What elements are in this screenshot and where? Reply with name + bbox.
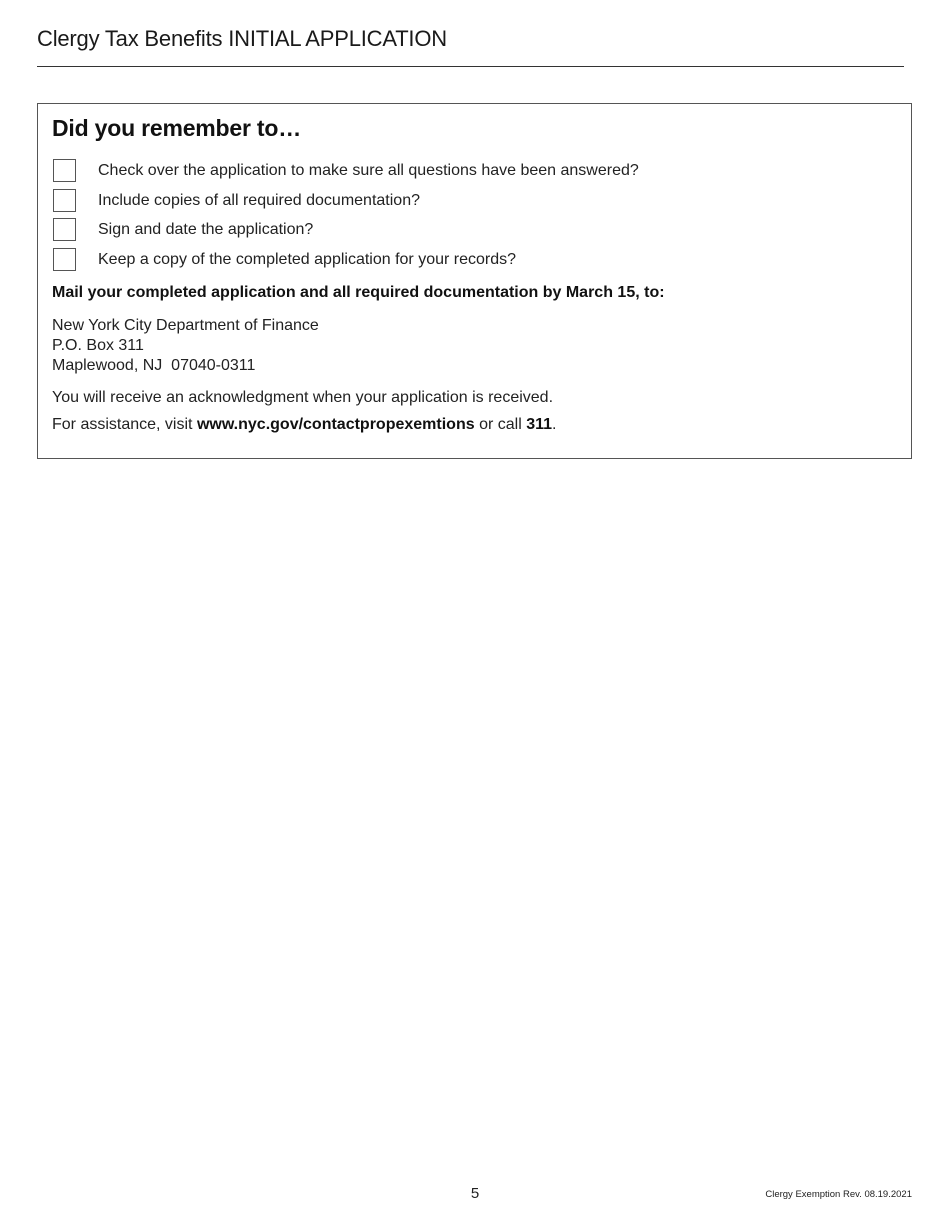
checklist-item <box>52 158 892 188</box>
assistance-prefix: For assistance, visit <box>52 416 197 433</box>
checklist-item-label: Keep a copy of the completed application for your records? <box>98 250 517 268</box>
address-line: Maplewood, NJ 07040-0311 <box>52 357 256 374</box>
checklist-item <box>52 217 892 247</box>
address-line: New York City Department of Finance <box>52 317 319 334</box>
checklist-item <box>52 247 892 277</box>
include-documentation-checkbox[interactable] <box>53 189 76 212</box>
checklist <box>52 158 892 276</box>
review-application-checkbox[interactable] <box>53 159 76 182</box>
assistance-phone: 311 <box>526 416 553 433</box>
assistance-link[interactable]: www.nyc.gov/contactpropexemtions <box>196 416 475 433</box>
page-title: Clergy Tax Benefits INITIAL APPLICATION <box>37 26 447 51</box>
keep-copy-checkbox[interactable] <box>53 248 76 271</box>
checklist-item-label: Include copies of all required documentation? <box>98 191 420 209</box>
assistance-middle: or call <box>474 416 527 433</box>
revision-note: Clergy Exemption Rev. 08.19.2021 <box>765 1189 912 1200</box>
checklist-heading: Did you remember to… <box>52 115 302 141</box>
assistance-suffix: . <box>552 416 557 433</box>
header-divider <box>37 66 904 67</box>
assistance-note <box>52 416 556 434</box>
checklist-item-label: Check over the application to make sure all questions have been answered? <box>98 162 639 179</box>
mailing-address <box>52 316 319 376</box>
checklist-item-label: Sign and date the application? <box>98 221 314 238</box>
checklist-box <box>37 103 912 459</box>
acknowledgment-note: You will receive an acknowledgment when your application is received. <box>52 389 554 406</box>
address-line: P.O. Box 311 <box>52 337 144 354</box>
page-number: 5 <box>470 1185 480 1202</box>
sign-and-date-checkbox[interactable] <box>53 218 76 241</box>
checklist-item <box>52 188 892 218</box>
mail-instructions: Mail your completed application and all required documentation by March 15, to: <box>52 284 665 301</box>
